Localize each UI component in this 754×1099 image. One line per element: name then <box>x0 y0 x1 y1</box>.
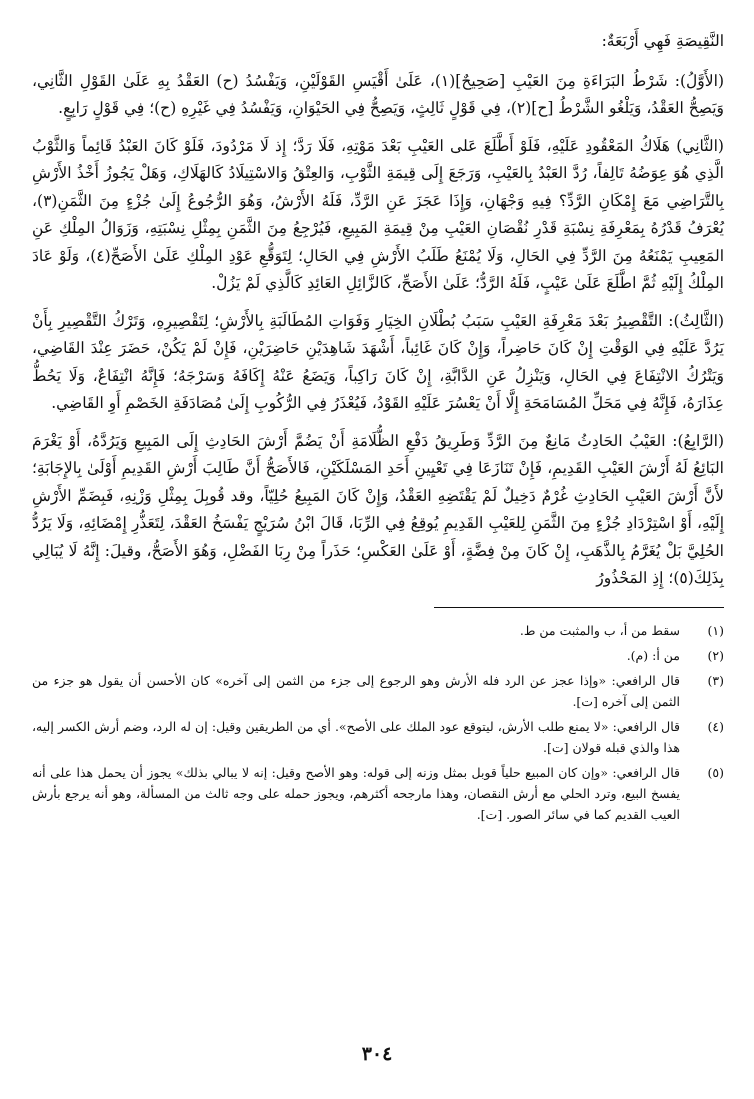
footnote-divider <box>434 607 724 608</box>
intro-line: النَّقِيصَةِ فَهِي أَرْبَعَةٌ: <box>601 32 724 50</box>
footnote-text: قال الرافعي: «وإن كان المبيع حلياً قوبل بمثل وزنه إلى قوله: وهو الأصح وقيل: إنه لا يبالي بذلك» يجوز أن يحمل هذا على أنه يفسخ البيع، وترد الحلي مع أرش النقصان، وهذا مارجحه أكثرهم، ويجوز حمله على وجه ثالث من المسألة، وهو أنه يرجع بأرش العيب القديم كما في سائر الصور. [ت]. <box>32 764 680 822</box>
footnote-number: (٣) <box>707 672 724 688</box>
footnote-item <box>32 762 724 825</box>
footnote-number: (٥) <box>707 764 724 780</box>
footnote-number: (١) <box>707 622 724 638</box>
footnotes <box>32 620 724 825</box>
footnote-text: من أ: (م). <box>626 647 680 663</box>
footnote-item <box>32 645 724 666</box>
footnote-number: (٢) <box>707 647 724 663</box>
paragraph-third: (الثَّالِثُ): التَّقْصِيرُ بَعْدَ مَعْرِفَةِ العَيْبِ سَبَبُ بُطْلَانِ الخِيَارِ وَفَوَاتِ المُطَالَبَةِ بِالأَرْشِ؛ لِتَقْصِيرِهِ، وَتَرْكُ التَّقْصِيرِ بِأَنْ يَرُدَّ عَلَيْهِ فِي الوَقْتِ إِنْ كَانَ حَاضِراً، وَإِنْ كَانَ غَائِباً، أَشْهَدَ شَاهِدَيْنِ حَاضِرَيْنِ، فَإِنْ لَمْ يَكُنْ، حَضَرَ عِنْدَ القَاضِي، وَيَتْرُكُ الانْتِفَاعَ فِي الحَالِ، وَيَنْزِلُ عَنِ الدَّابَّةِ، إِنْ كَانَ رَاكِباً، وَيَضَعُ عَنْهُ إِكَافَهُ وَسَرْجَهُ؛ فَإِنَّهُ انْتِفَاعٌ، وَلَا يَحُطُّ عِذَارَهُ، فَإِنَّهُ فِي مَحَلِّ المُسَامَحَةِ إِلَّا أَنْ يَعْسُرَ عَلَيْهِ القَوْدُ، فَيُعْذَرُ فِي الرُّكُوبِ إِلَىٰ مُصَادَفَةِ الخَصْمِ أَوِ القَاضِي. <box>32 311 724 412</box>
footnote-text: قال الرافعي: «لا يمنع طلب الأرش، ليتوقع عود الملك على الأصح». أي من الطريقين وقيل: إن له الرد، وضم أرش الكسر إليه، هذا والذي قبله قولان [ت]. <box>32 718 680 755</box>
paragraph-second: (الثَّانِي) هَلَاكُ المَعْقُودِ عَلَيْهِ، فَلَوْ أَطَّلَعَ عَلى العَيْبِ بَعْدَ مَوْتِهِ، فَلَا رَدَّ؛ إِذ لَا مَرْدُودَ، فَلَوْ كَانَ العَبْدُ قَائِماً وَالثَّوْبُ الَّذِي هُوَ عِوَضُهُ تَالِفاً، رُدَّ العَبْدُ بِالعَيْبِ، وَرَجَعَ إِلَى قِيمَةِ الثَّوْبِ، وَالعِتْقُ وَالاسْتِيلَادُ كَالهَلَاكِ، وَهَلْ يَجُوزُ أَخْذُ الأَرْشِ بِالتَّرَاضِي مَعَ إِمْكَانِ الرَّدِّ؟ فِيهِ وَجْهَانِ، وَإِذَا عَجَزَ عَنِ الرَّدِّ، فَلَهُ الأَرْشُ، وَهُوَ الرُّجُوعُ إِلَىٰ جُزْءٍ مِنَ الثَّمَنِ(٣)، يُعْرَفُ قَدْرُهُ بِمَعْرِفَةِ نِسْبَةِ قَدْرِ نُقْصَانِ العَيْبِ مِنْ قِيمَةِ المَبِيعِ، فَيُرْجِعُ مِنَ الثَّمَنِ بِمِثْلِ نِسْبَتِهِ، وَزَوَالُ المِلْكِ عَنِ المَعِيبِ يَمْنَعُهُ مِنَ الرَّدِّ فِي الحَالِ، وَلَا يُمْنَعُ طَلَبُ الأَرْشِ فِي الحَالِ؛ لِتَوَقُّعِ عَوْدِ المِلْكِ عَلَىٰ الأَصَحِّ(٤)، وَلَوْ عَادَ المِلْكُ إِلَيْهِ ثُمَّ اطَّلَعَ عَلَىٰ عَيْبٍ، فَلَهُ الرَّدُّ؛ عَلَىٰ الأَصَحِّ، كَالزَّائِلِ العَائِدِ كَالَّذِي لَمْ يَزُلْ. <box>32 136 724 292</box>
page-number: ٣٠٤ <box>361 1043 393 1065</box>
footnote-item <box>32 620 724 641</box>
footnote-item <box>32 670 724 712</box>
footnote-number: (٤) <box>707 718 724 734</box>
footnote-text: قال الرافعي: «وإذا عجز عن الرد فله الأرش وهو الرجوع إلى جزء من الثمن إلى آخره» كان الأحسن أن يقول هو جزء من الثمن إلى آخره [ت]. <box>32 672 680 709</box>
footnote-text: سقط من أ، ب والمثبت من ط. <box>519 622 680 638</box>
footnote-item <box>32 716 724 758</box>
paragraph-fourth: (الرَّابِعُ): العَيْبُ الحَادِثُ مَانِعٌ مِنَ الرَّدِّ وَطَرِيقُ دَفْعِ الظُّلَامَةِ أَنْ يَضُمَّ أَرْشَ الحَادِثِ إِلَى المَبِيعِ وَيَرُدَّهُ، أَوْ يَغْرَمَ البَائِعُ لَهُ أَرْشَ العَيْبِ القَدِيمِ، فَإِنْ تَنَازَعَا فِي تَعْيِينِ أَحَدِ المَسْلَكَيْنِ، فَالأَصَحُّ أَنَّ طَالِبَ أَرْشِ القَدِيمِ أَوْلَىٰ بِالإِجَابَةِ؛ لأَنَّ أَرْشَ العَيْبِ الحَادِثِ غُرْمٌ دَخِيلٌ لَمْ يَقْتَضِهِ العَقْدُ، وَإِنْ كَانَ المَبِيعُ حُلِيّاً، وقد قُوبِلَ بِمِثْلِ وَزْنِهِ، فَبِضَمِّ الأَرْشِ إِلَيْهِ، أَوْ اسْتِرْدَادِ جُزْءٍ مِنَ الثَّمَنِ لِلعَيْبِ القَدِيمِ يُوقِعُ فِي الرِّبَا، قَالَ ابْنُ سُرَيْجٍ يَفْسَخُ العَقْدَ، لِتَعَذُّرِ إِمْضَائِهِ، وَلَا يَرُدُّ الحُلِيَّ بَلْ يُغَرَّمُ بِالذَّهَبِ، إِنْ كَانَ مِنْ فِضَّةٍ، أَوْ عَلَىٰ العَكْسِ؛ حَذَراً مِنْ رِبَا الفَضْلِ، وَهُوَ الأَصَحُّ، وقيلَ: إِنَّهُ لَا يُبَالِي بِذَلِكَ(٥)؛ إِذِ المَحْذُورُ <box>32 431 724 587</box>
main-text <box>32 28 724 593</box>
paragraph-first: (الأَوَّلُ): شَرْطُ البَرَاءَةِ مِنَ العَيْبِ [صَحِيحٌ](١)، عَلَىٰ أَقْيَسِ القَوْلَيْنِ، وَيَفْسُدُ (ح) العَقْدُ بِهِ عَلَىٰ القَوْلِ الثَّانِي، وَيَصِحُّ العَقْدُ، وَيَلْغُو الشَّرْطُ [ح](٢)، فِي قَوْلٍ ثَالِثٍ، وَيَصِحُّ فِي الحَيْوَانِ، وَيَفْسُدُ فِي غَيْرِهِ (ح)؛ فِي قَوْلٍ رَابِعٍ. <box>32 71 724 117</box>
